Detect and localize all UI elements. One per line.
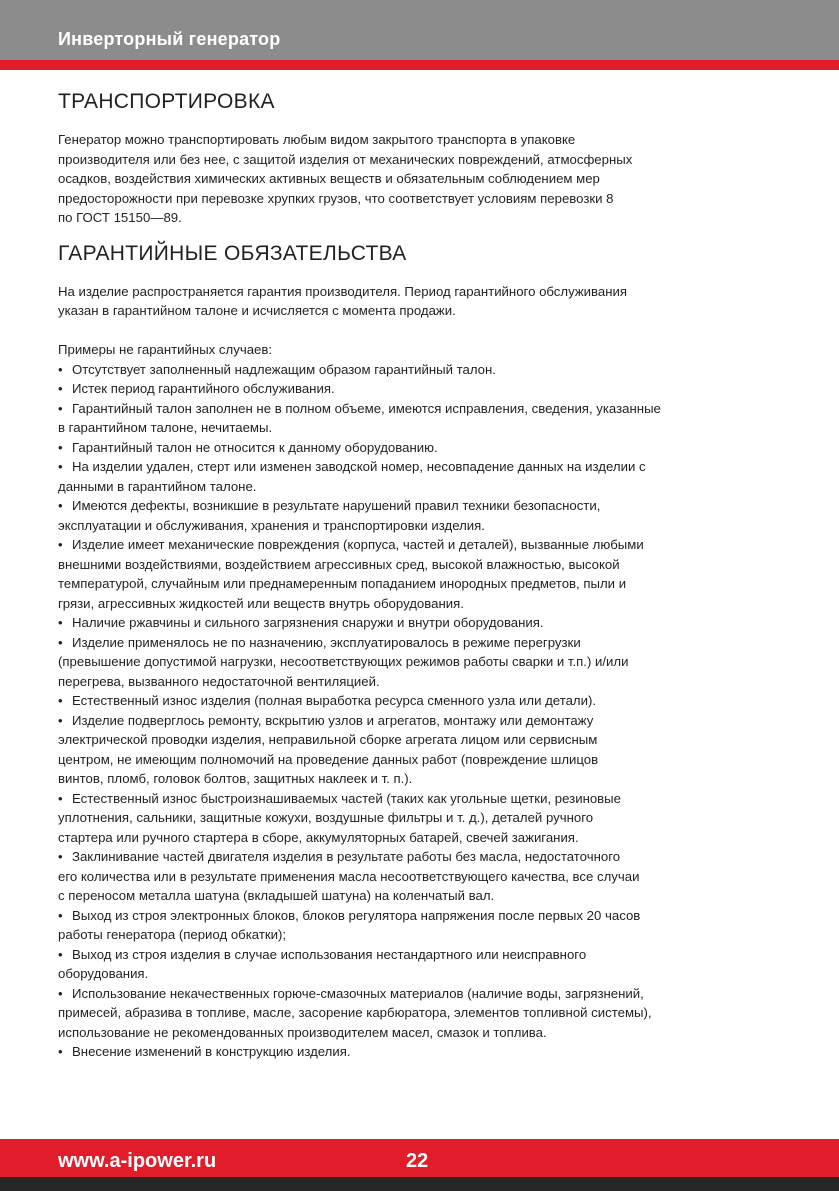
transport-paragraph (58, 130, 773, 228)
list-item-continuation (58, 730, 773, 750)
list-item-text: перегрева, вызванного недостаточной вентиляцией. (58, 673, 380, 689)
list-item-continuation (58, 964, 773, 984)
list-item (58, 691, 773, 711)
list-item-continuation (58, 418, 773, 438)
list-item-continuation (58, 574, 773, 594)
list-item (58, 535, 773, 555)
bullet-icon: • (58, 400, 63, 416)
list-item-continuation (58, 1023, 773, 1043)
list-item-continuation (58, 886, 773, 906)
page-number: 22 (406, 1150, 429, 1172)
bullet-icon: • (58, 712, 63, 728)
bullet-icon: • (58, 946, 63, 962)
list-item-text: Использование некачественных горюче-смазочных материалов (наличие воды, загрязнений, (72, 985, 644, 1001)
list-item (58, 438, 773, 458)
bullet-icon: • (58, 985, 63, 1001)
text-line: указан в гарантийном талоне и исчисляется с момента продажи. (58, 303, 456, 318)
bullet-icon: • (58, 459, 63, 474)
list-item-text: (превышение допустимой нагрузки, несоответствующих режимов работы сварки и т.п.) и/или (58, 654, 629, 669)
list-item-text: На изделии удален, стерт или изменен заводской номер, несовпадение данных на изделии с (72, 459, 646, 474)
list-item-continuation (58, 867, 773, 887)
list-item-text: центром, не имеющим полномочий на проведение данных работ (повреждение шлицов (58, 751, 599, 767)
list-item-continuation (58, 750, 773, 770)
list-item-text: Естественный износ быстроизнашиваемых частей (таких как угольные щетки, резиновые (72, 790, 621, 806)
list-item-text: Отсутствует заполненный надлежащим образом гарантийный талон. (72, 361, 496, 377)
list-item-text: работы генератора (период обкатки); (58, 927, 287, 942)
list-item (58, 847, 773, 867)
warranty-exclusions-list (58, 360, 773, 1062)
list-item-text: оборудования. (58, 966, 149, 981)
bullet-icon: • (58, 439, 63, 455)
bullet-icon: • (58, 790, 63, 806)
list-item-text: Выход из строя электронных блоков, блоков регулятора напряжения после первых 20 часов (72, 907, 641, 923)
list-item-text: с переносом металла шатуна (вкладышей шатуна) на коленчатый вал. (58, 888, 495, 903)
list-item-text: Гарантийный талон заполнен не в полном объеме, имеются исправления, сведения, указанные (72, 400, 661, 416)
header-red-stripe (0, 60, 839, 70)
list-item (58, 613, 773, 633)
bullet-icon: • (58, 907, 63, 923)
list-item-text: Естественный износ изделия (полная выработка ресурса сменного узла или детали). (72, 693, 597, 708)
bullet-icon: • (58, 381, 63, 396)
list-item-text: примесей, абразива в топливе, масле, засорение карбюратора, элементов топливной системы), (58, 1005, 652, 1020)
list-item-text: в гарантийном талоне, нечитаемы. (58, 420, 273, 435)
list-item (58, 984, 773, 1004)
list-item-continuation (58, 1003, 773, 1023)
examples-label: Примеры не гарантийных случаев: (58, 342, 273, 357)
bullet-icon: • (58, 1044, 63, 1059)
list-item-text: Выход из строя изделия в случае использования нестандартного или неисправного (72, 946, 587, 962)
list-item (58, 906, 773, 926)
list-item-text: данными в гарантийном талоне. (58, 478, 257, 494)
list-item-text: Наличие ржавчины и сильного загрязнения снаружи и внутри оборудования. (72, 615, 544, 630)
list-item (58, 399, 773, 419)
bullet-icon: • (58, 537, 63, 552)
warranty-intro (58, 282, 773, 321)
text-line: осадков, воздействия химических активных веществ и обязательным соблюдением мер (58, 171, 600, 186)
list-item-text: Изделие имеет механические повреждения (корпуса, частей и деталей), вызванные любыми (72, 537, 644, 552)
text-line: На изделие распространяется гарантия производителя. Период гарантийного обслуживания (58, 283, 628, 299)
bullet-icon: • (58, 849, 63, 864)
list-item-text: Имеются дефекты, возникшие в результате нарушений правил техники безопасности, (72, 498, 601, 513)
bullet-icon: • (58, 498, 63, 513)
list-item (58, 457, 773, 477)
footer-dark-stripe (0, 1177, 839, 1191)
list-item-text: Гарантийный талон не относится к данному оборудованию. (72, 439, 438, 455)
list-item-text: стартера или ручного стартера в сборе, аккумуляторных батарей, свечей зажигания. (58, 829, 579, 845)
section-title-warranty: ГАРАНТИЙНЫЕ ОБЯЗАТЕЛЬСТВА (58, 241, 407, 265)
list-item-continuation (58, 516, 773, 536)
list-item (58, 711, 773, 731)
list-item-text: Внесение изменений в конструкцию изделия. (72, 1044, 351, 1059)
list-item-text: винтов, пломб, головок болтов, защитных наклеек и т. п.). (58, 771, 413, 786)
spacer (58, 321, 773, 341)
text-line: по ГОСТ 15150—89. (58, 210, 182, 225)
list-item-continuation (58, 828, 773, 848)
list-item (58, 1042, 773, 1062)
list-item-text: электрической проводки изделия, неправильной сборке агрегата лицом или сервисным (58, 732, 598, 747)
page-footer (0, 1139, 839, 1191)
list-item (58, 945, 773, 965)
list-item-continuation (58, 477, 773, 497)
page-content (58, 88, 773, 1062)
bullet-icon: • (58, 361, 63, 377)
list-item-text: его количества или в результате применения масла несоответствующего качества, все случаи (58, 868, 640, 884)
list-item (58, 496, 773, 516)
list-item-text: Истек период гарантийного обслуживания. (72, 381, 335, 396)
list-item-continuation (58, 594, 773, 614)
list-item-text: температурой, случайным или преднамеренным попаданием инородных предметов, пыли и (58, 576, 627, 591)
text-line: производителя или без нее, с защитой изделия от механических повреждений, атмосферных (58, 151, 633, 167)
list-item-text: Изделие подверглось ремонту, вскрытию узлов и агрегатов, монтажу или демонтажу (72, 712, 594, 728)
bullet-icon: • (58, 634, 63, 650)
list-item (58, 360, 773, 380)
section-title-transport: ТРАНСПОРТИРОВКА (58, 90, 275, 113)
footer-url: www.a-ipower.ru (58, 1150, 217, 1172)
list-item (58, 633, 773, 653)
list-item (58, 379, 773, 399)
list-item-continuation (58, 652, 773, 672)
list-item-text: уплотнения, сальники, защитные кожухи, воздушные фильтры и т. д.), деталей ручного (58, 810, 594, 825)
text-line: Генератор можно транспортировать любым видом закрытого транспорта в упаковке (58, 132, 576, 147)
list-item-text: грязи, агрессивных жидкостей или веществ внутрь оборудования. (58, 595, 464, 611)
list-item-text: использование не рекомендованных производителем масел, смазок и топлива. (58, 1024, 547, 1040)
list-item (58, 789, 773, 809)
page-header (0, 0, 839, 60)
list-item-continuation (58, 555, 773, 575)
list-item-text: Заклинивание частей двигателя изделия в результате работы без масла, недостаточного (72, 849, 621, 864)
list-item-continuation (58, 769, 773, 789)
list-item-continuation (58, 672, 773, 692)
header-title: Инверторный генератор (58, 29, 281, 49)
list-item-text: эксплуатации и обслуживания, хранения и транспортировки изделия. (58, 517, 485, 533)
list-item-text: внешними воздействиями, воздействием агрессивных сред, высокой влажностью, высокой (58, 556, 620, 572)
text-line: предосторожности при перевозке хрупких грузов, что соответствует условиям перевозки 8 (58, 190, 614, 206)
list-item-continuation (58, 925, 773, 945)
bullet-icon: • (58, 693, 63, 708)
list-item-text: Изделие применялось не по назначению, эксплуатировалось в режиме перегрузки (72, 634, 581, 650)
bullet-icon: • (58, 615, 63, 630)
list-item-continuation (58, 808, 773, 828)
